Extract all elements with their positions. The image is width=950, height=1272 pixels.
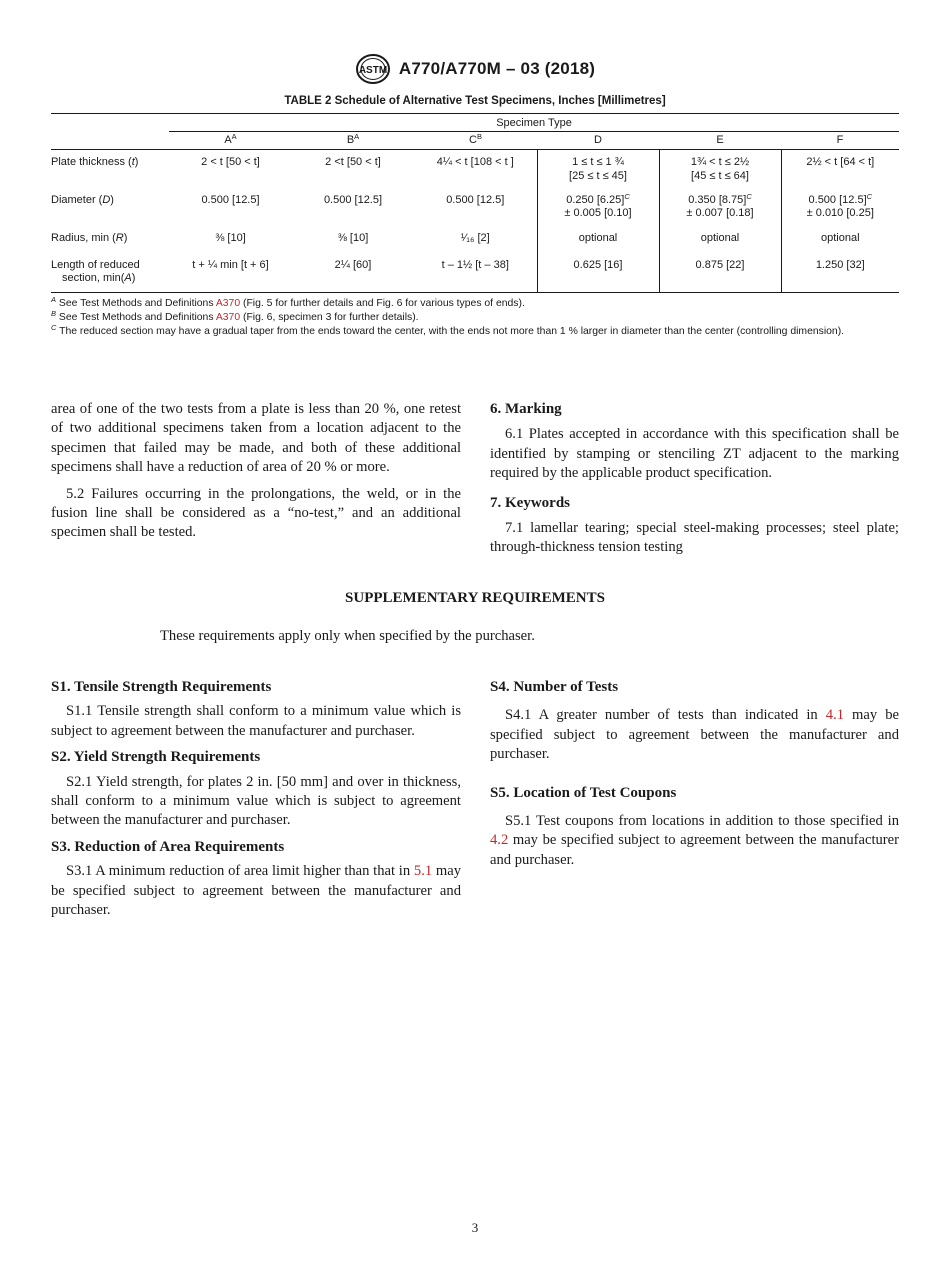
table-cell: 0.500 [12.5] (446, 193, 505, 206)
table-cell: t + ¼ min [t + 6] (169, 258, 292, 293)
left-column (51, 400, 461, 543)
paragraph-5-1-continued: area of one of the two tests from a plate is less than 20 %, one retest of two additional specimens taken from a location adjacent to the specimen that failed may be made, and both of these additional specimens shall have a reduction of area of 20 % or more. (51, 401, 461, 476)
table-title: TABLE 2 Schedule of Alternative Test Specimens, Inches [Millimetres] (284, 95, 666, 107)
table-cell: 2 < t [50 < t] (201, 156, 260, 168)
svg-text:ASTM: ASTM (358, 65, 388, 76)
section-4-1-link[interactable]: 4.1 (825, 707, 845, 724)
table-cell: 0.350 $[8.75]^C$ ± 0.007 [0.18] (659, 192, 781, 231)
table-cell: ⅜ [10] (337, 231, 369, 244)
s4-1-paragraph: S4.1 A greater number of tests than indicated in 4.1 may be specified subject to agreement between the manufacturer and purchaser. (490, 707, 899, 763)
table-cell: 2½ < t [64 < t] (781, 150, 899, 192)
table-cell: 1¾ < t ≤ 2½ [45 ≤ t ≤ 64] (659, 150, 781, 192)
astm-logo-icon (355, 54, 391, 84)
specimen-type-header: Specimen Type (169, 114, 899, 132)
table-cell: ¹⁄₁₆ [2] (460, 231, 490, 244)
s4-heading: S4. Number of Tests (490, 679, 619, 695)
table-row (51, 258, 899, 293)
table-footnote-b: $^B$ See Test Methods and Definitions A370 (Fig. 6, specimen 3 for further details). (51, 309, 419, 323)
section-4-2-link[interactable]: 4.2 (490, 832, 509, 849)
table-cell: optional (537, 231, 659, 258)
col-header-b: $B^A$ (292, 132, 414, 150)
a370-link[interactable]: A370 (215, 298, 241, 309)
table-cell: 2¼ [60] (292, 258, 414, 293)
specimen-table (51, 113, 899, 293)
table-cell: 0.250 $[6.25]^C$ ± 0.005 [0.10] (537, 192, 659, 231)
table-cell: 1.250 [32] (781, 258, 899, 293)
table-cell: 4¼ < t [108 < t ] (436, 156, 514, 168)
table-footnote-c: $^C$ The reduced section may have a gradual taper from the ends toward the center, with the ends not more than 1 % larger in diameter than the center (controlling dimension). (51, 323, 845, 337)
section-5-1-link[interactable]: 5.1 (413, 863, 433, 880)
s2-1-paragraph: S2.1 Yield strength, for plates 2 in. [50 mm] and over in thickness, shall conform to a minimum value which is subject to agreement between the manufacturer and purchaser. (51, 773, 461, 829)
s3-heading: S3. Reduction of Area Requirements (51, 838, 285, 855)
s5-heading: S5. Location of Test Coupons (490, 784, 677, 801)
page-number: 3 (471, 1220, 479, 1235)
supplementary-right-column (490, 678, 899, 870)
section-7-heading: 7. Keywords (490, 494, 570, 511)
col-header-f: F (781, 132, 899, 150)
document-designation: A770/A770M – 03 (2018) (398, 59, 596, 78)
supplementary-left-column (51, 678, 461, 920)
paragraph-6-1: 6.1 Plates accepted in accordance with this specification shall be identified by stamping or stenciling ZT adjacent to the marking required by the applicable product specification. (490, 426, 899, 482)
table-row (51, 231, 899, 258)
table-cell: optional (781, 231, 899, 258)
table-cell: 0.500 [12.5] (201, 193, 260, 206)
s1-heading: S1. Tensile Strength Requirements (51, 679, 272, 695)
page-header (0, 54, 950, 84)
paragraph-5-2: 5.2 Failures occurring in the prolongations, the weld, or in the fusion line shall be considered as a “no-test,” and an additional specimen shall be tested. (51, 485, 461, 541)
supplementary-intro: These requirements apply only when specified by the purchaser. (160, 628, 535, 644)
table-row (51, 192, 899, 231)
col-header-a: $A^A$ (169, 132, 292, 150)
s5-1-paragraph: S5.1 Test coupons from locations in addition to those specified in 4.2 may be specified subject to agreement between the manufacturer and purchaser. (490, 813, 899, 868)
a370-link[interactable]: A370 (215, 312, 241, 323)
table-cell: 2 <t [50 < t] (325, 156, 381, 168)
table-row (51, 150, 899, 192)
col-header-e: E (659, 132, 781, 150)
row-label: Radius, min (R) (51, 231, 128, 244)
paragraph-7-1: 7.1 lamellar tearing; special steel-making processes; steel plate; through-thickness tension testing (490, 520, 899, 556)
s1-1-paragraph: S1.1 Tensile strength shall conform to a minimum value which is subject to agreement between the manufacturer and purchaser. (51, 703, 461, 739)
table-cell: 0.500 $[12.5]^C$ ± 0.010 [0.25] (781, 192, 899, 231)
table-cell: 1 ≤ t ≤ 1 ¾ [25 ≤ t ≤ 45] (537, 150, 659, 192)
col-header-d: D (537, 132, 659, 150)
col-header-c: $C^B$ (414, 132, 537, 150)
row-label: Diameter (D) (51, 193, 114, 206)
row-label: Plate thickness (t) (51, 156, 139, 168)
right-column (490, 400, 899, 558)
table-cell: 0.500 [12.5] (323, 193, 383, 206)
row-label: Length of reduced section, min(A) (51, 258, 169, 293)
s3-1-paragraph: S3.1 A minimum reduction of area limit higher than that in 5.1 may be specified subject to agreement between the manufacturer and purchaser. (51, 863, 461, 919)
table-cell: ⅜ [10] (215, 231, 246, 244)
table-cell: 0.875 [22] (659, 258, 781, 293)
s2-heading: S2. Yield Strength Requirements (51, 749, 261, 766)
table-cell: optional (659, 231, 781, 258)
table-footnote-a: $^A$ See Test Methods and Definitions A370 (Fig. 5 for further details and Fig. 6 for various types of ends). (51, 295, 525, 309)
table-cell: t – 1½ [t – 38] (414, 258, 537, 293)
section-6-heading: 6. Marking (490, 401, 562, 417)
table-cell: 0.625 [16] (537, 258, 659, 293)
supplementary-title: SUPPLEMENTARY REQUIREMENTS (345, 590, 605, 606)
